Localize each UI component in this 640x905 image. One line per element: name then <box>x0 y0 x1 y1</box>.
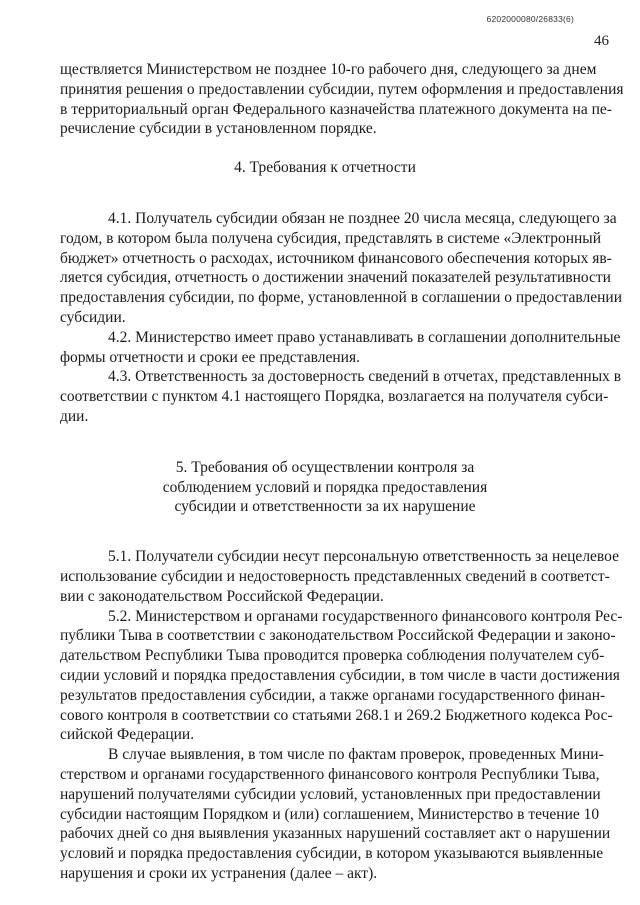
paragraph-5-1 <box>60 547 619 606</box>
paragraph-5-3 <box>60 745 611 884</box>
text-line: ществляется Министерством не позднее 10-го рабочего дня, следующего за днем <box>60 61 597 78</box>
text-line: стерством и органами государственного финансового контроля Республики Тыва, <box>60 765 600 783</box>
paragraph-intro <box>60 60 624 139</box>
paragraph-5-2 <box>60 607 623 746</box>
text-line: бюджет» отчетность о расходах, источником финансового обеспечения которых яв- <box>60 249 612 267</box>
paragraph-4-1 <box>60 209 623 328</box>
heading-line: 4. Требования к отчетности <box>234 159 416 177</box>
text-line: нарушения и сроки их устранения (далее – акт). <box>60 864 378 882</box>
document-body <box>60 60 624 884</box>
text-line: публики Тыва в соответствии с законодательством Российской Федерации и законо- <box>60 627 616 645</box>
text-line: соответствии с пунктом 4.1 настоящего Порядка, возлагается на получателя субси- <box>60 388 609 406</box>
document-id: 6202000080/26833(6) <box>486 14 574 24</box>
text-line: условий и порядка предоставления субсидии, в котором указываются выявленные <box>60 845 604 863</box>
paragraph-4-2 <box>60 328 621 368</box>
paragraph-4-3 <box>60 367 622 426</box>
text-line: 5.2. Министерством и органами государственного финансового контроля Рес- <box>108 607 623 625</box>
text-line: сийской Федерации. <box>60 726 195 744</box>
text-line: субсидии. <box>60 308 126 326</box>
text-line: В случае выявления, в том числе по фактам проверок, проведенных Мини- <box>108 746 604 764</box>
text-line: использование субсидии и недостоверность представленных сведений в соответст- <box>60 567 610 585</box>
text-line: нарушений получателями субсидии условий, установленных при предоставлении <box>60 785 601 803</box>
heading-line: 5. Требования об осуществлении контроля за <box>175 458 475 476</box>
text-line: дательством Республики Тыва проводится проверка соблюдения получателем суб- <box>60 647 605 665</box>
text-line: субсидии настоящим Порядком и (или) соглашением, Министерство в течение 10 <box>60 805 600 823</box>
text-line: 4.3. Ответственность за достоверность сведений в отчетах, представленных в <box>108 368 622 386</box>
section-5-heading <box>60 458 590 517</box>
text-line: формы отчетности и сроки ее представления. <box>60 348 360 366</box>
text-line: годом, в котором была получена субсидия, представлять в системе «Электронный <box>60 229 602 247</box>
heading-line: соблюдением условий и порядка предоставления <box>162 478 488 496</box>
text-line: 4.2. Министерство имеет право устанавливать в соглашении дополнительные <box>108 328 621 346</box>
text-line: принятия решения о предоставлении субсидии, путем оформления и предоставления <box>60 80 624 98</box>
text-line: вии с законодательством Российской Федерации. <box>60 587 384 605</box>
section-4-heading <box>60 158 590 178</box>
text-line: речисление субсидии в установленном порядке. <box>60 120 377 138</box>
text-line: 4.1. Получатель субсидии обязан не позднее 20 числа месяца, следующего за <box>108 209 617 227</box>
text-line: 5.1. Получатели субсидии несут персональную ответственность за нецелевое <box>108 548 619 566</box>
text-line: предоставления субсидии, по форме, установленной в соглашении о предоставлении <box>60 289 623 307</box>
text-line: ляется субсидия, отчетность о достижении значений показателей результативности <box>60 269 611 287</box>
text-line: в территориальный орган Федерального казначейства платежного документа на пе- <box>60 100 612 118</box>
text-line: сового контроля в соответствии со статьями 268.1 и 269.2 Бюджетного кодекса Рос- <box>60 706 613 724</box>
text-line: сидии условий и порядка предоставления субсидии, в том числе в части достижения <box>60 666 620 684</box>
text-line: результатов предоставления субсидии, а также органами государственного финан- <box>60 686 606 704</box>
text-line: рабочих дней со дня выявления указанных нарушений составляет акт о нарушении <box>60 825 611 843</box>
heading-line: субсидии и ответственности за их нарушение <box>174 498 476 516</box>
text-line: дии. <box>60 407 89 425</box>
page-number: 46 <box>594 33 609 49</box>
